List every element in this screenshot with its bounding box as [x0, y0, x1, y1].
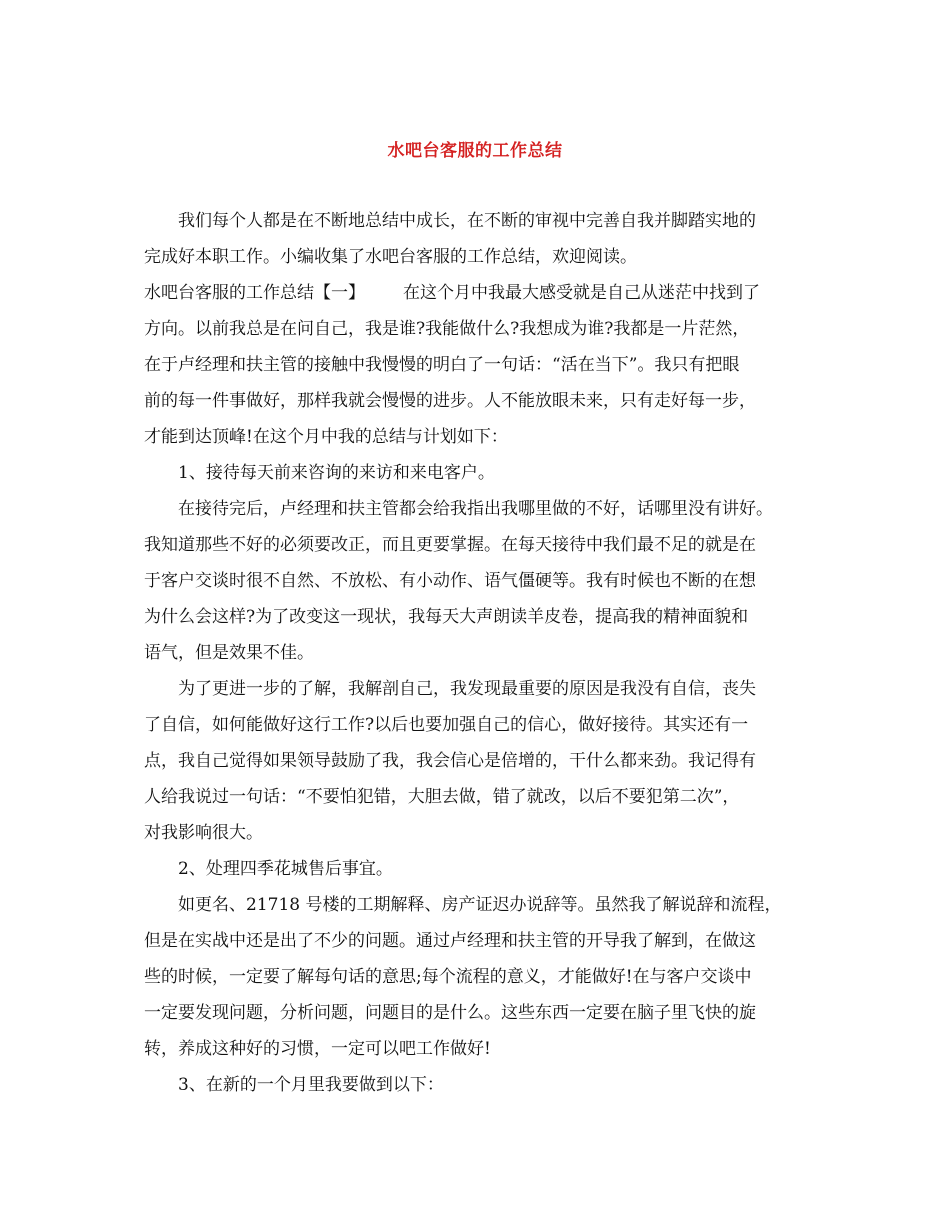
line-text: 3、在新的一个月里我要做到以下： — [178, 1075, 444, 1095]
line-text: 为了更进一步的了解，我解剖自己，我发现最重要的原因是我没有自信，丧失 — [178, 679, 756, 699]
paragraph-line — [144, 923, 816, 959]
paragraph-line — [144, 743, 816, 779]
paragraph-line — [144, 851, 816, 887]
line-text: 为什么会这样?为了改变这一现状，我每天大声朗读羊皮卷，提高我的精神面貌和 — [144, 607, 749, 627]
line-text: 转，养成这种好的习惯，一定可以吧工作做好! — [144, 1039, 491, 1059]
line-text: 我知道那些不好的必须要改正，而且更要掌握。在每天接待中我们最不足的就是在 — [144, 535, 756, 555]
line-text: 了自信，如何能做好这行工作?以后也要加强自己的信心，做好接待。其实还有一 — [144, 715, 749, 735]
paragraph-line — [144, 815, 816, 851]
paragraph-line — [144, 455, 816, 491]
line-text: 前的每一件事做好，那样我就会慢慢的进步。人不能放眼未来，只有走好每一步， — [144, 391, 756, 411]
paragraph-line — [144, 311, 816, 347]
line-text: 如更名、21718 号楼的工期解释、房产证迟办说辞等。虽然我了解说辞和流程， — [178, 895, 782, 915]
paragraph-line — [144, 203, 816, 239]
line-text: 对我影响很大。 — [144, 823, 263, 843]
line-text: 人给我说过一句话：“不要怕犯错，大胆去做，错了就改，以后不要犯第二次”， — [144, 787, 740, 807]
paragraph-line — [144, 995, 816, 1031]
paragraph-line — [144, 671, 816, 707]
paragraph-line — [144, 959, 816, 995]
paragraph-line — [144, 347, 816, 383]
paragraph-line — [144, 239, 816, 275]
line-text: 语气，但是效果不佳。 — [144, 643, 314, 663]
line-text: 于客户交谈时很不自然、不放松、有小动作、语气僵硬等。我有时候也不断的在想 — [144, 571, 756, 591]
line-text: 完成好本职工作。小编收集了水吧台客服的工作总结，欢迎阅读。 — [144, 247, 637, 267]
paragraph-line — [144, 563, 816, 599]
line-text: 一定要发现问题，分析问题，问题目的是什么。这些东西一定要在脑子里飞快的旋 — [144, 1003, 756, 1023]
document-title: 水吧台客服的工作总结 — [387, 141, 563, 161]
line-text: 但是在实战中还是出了不少的问题。通过卢经理和扶主管的开导我了解到，在做这 — [144, 931, 756, 951]
paragraph-line — [144, 1031, 816, 1067]
line-text: 2、处理四季花城售后事宜。 — [178, 859, 393, 879]
paragraph-line — [144, 887, 816, 923]
line-text: 在接待完后，卢经理和扶主管都会给我指出我哪里做的不好，话哪里没有讲好。 — [178, 499, 773, 519]
line-text: 在于卢经理和扶主管的接触中我慢慢的明白了一句话：“活在当下”。我只有把眼 — [144, 355, 740, 375]
paragraph-line — [144, 1067, 816, 1103]
line-text: 我们每个人都是在不断地总结中成长，在不断的审视中完善自我并脚踏实地的 — [178, 211, 756, 231]
paragraph-line — [144, 491, 816, 527]
paragraph-line — [144, 779, 816, 815]
document-body — [144, 203, 816, 1103]
line-text-continued: 在这个月中我最大感受就是自己从迷茫中找到了 — [403, 283, 760, 303]
line-text: 才能到达顶峰!在这个月中我的总结与计划如下： — [144, 427, 508, 447]
line-text: 1、接待每天前来咨询的来访和来电客户。 — [178, 463, 495, 483]
line-text: 方向。以前我总是在问自己，我是谁?我能做什么?我想成为谁?我都是一片茫然， — [144, 319, 750, 339]
paragraph-line — [144, 707, 816, 743]
paragraph-line — [144, 419, 816, 455]
paragraph-line — [144, 635, 816, 671]
line-text: 些的时候，一定要了解每句话的意思;每个流程的意义，才能做好!在与客户交谈中 — [144, 967, 752, 987]
line-text: 点，我自己觉得如果领导鼓励了我，我会信心是倍增的，干什么都来劲。我记得有 — [144, 751, 756, 771]
line-text: 水吧台客服的工作总结【一】 — [144, 283, 365, 303]
paragraph-line — [144, 527, 816, 563]
paragraph-line — [144, 383, 816, 419]
paragraph-line — [144, 599, 816, 635]
paragraph-line — [144, 275, 816, 311]
